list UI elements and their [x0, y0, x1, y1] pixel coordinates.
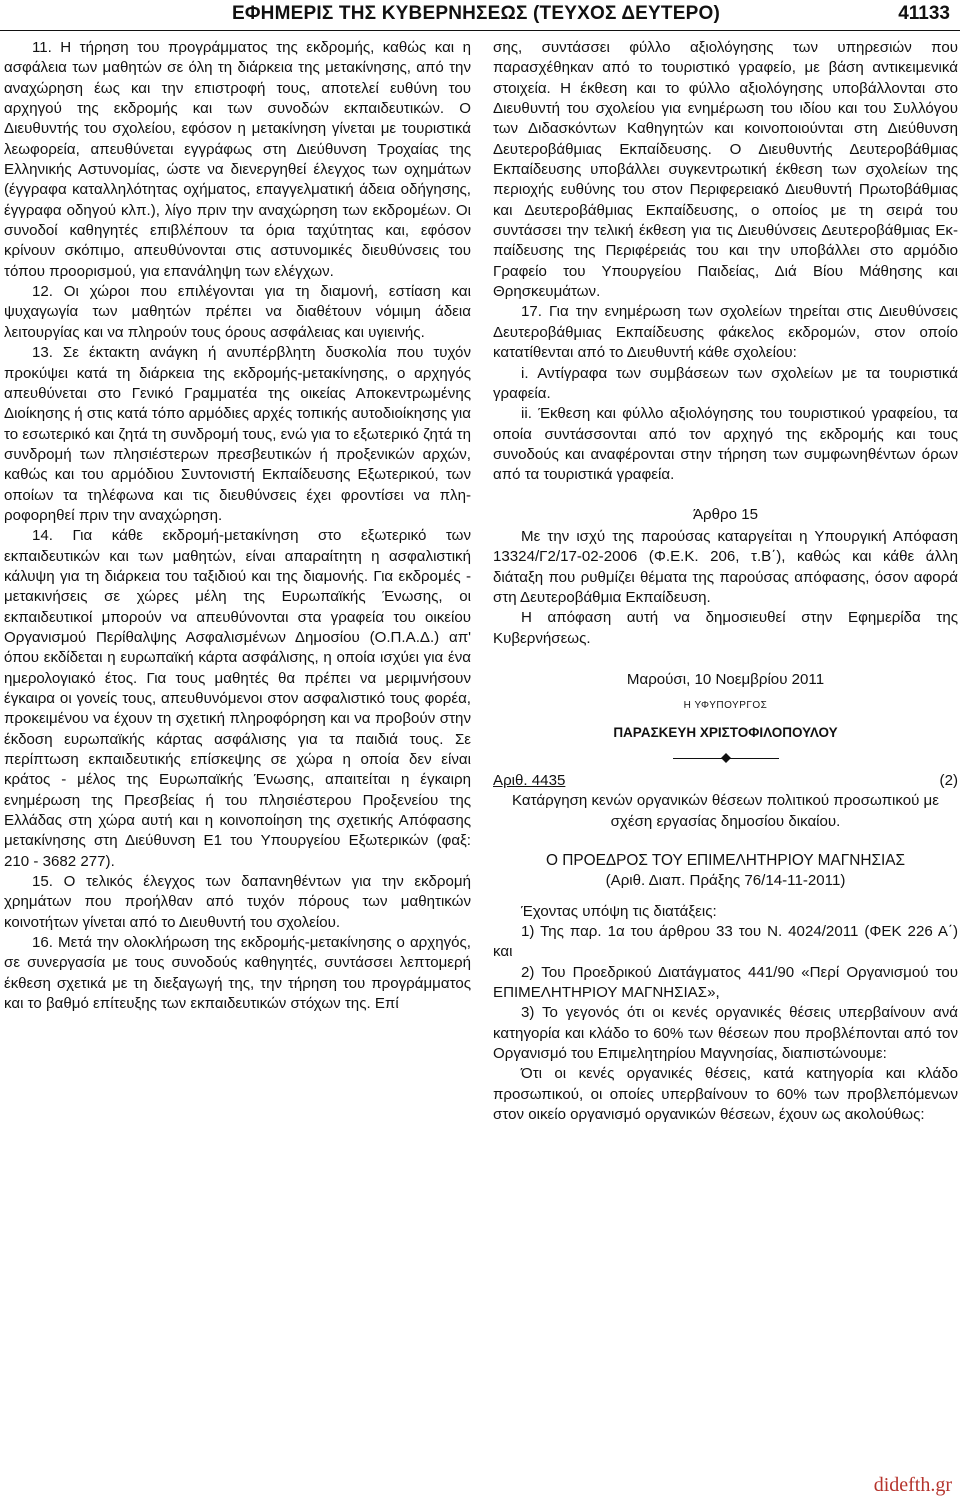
- page-header: [0, 0, 960, 34]
- paragraph-14: 14. Για κάθε εκδρομή-μετακίνηση στο εξωτερικό των εκπαιδευτικών και των μαθητών, είναι απαραίτητη η ασφαλιστική κάλυψη για τη διάρκεια του ταξιδιού και της διαμονής. Για εκδρομές - μετακινήσεις σε χώρες μέλη της Ευρωπαϊκής Ένωσης, οι εκπαιδευτικοί μπορούν να απευθύνονται στα γραφεία του οικείου Οργανισμού Περίθαλψης Ασφαλισμένων Δημοσίου (Ο.Π.Α.Δ.) απ' όπου εκδίδεται η ευρωπαϊκή κάρτα ασφάλισης, η οποία ισχύει για ένα ημερολογιακό έτος. Για τους μαθητές θα πρέπει να μεριμνήσουν έγκαιρα οι γονείς τους, απευθυνόμενοι στον ασφαλιστικό τους φορέα, προκειμένου να έχουν τη σχετική πληροφόρηση και να προβούν στην έκδοση ευρωπαϊκής κάρτας ασφάλισης για τα παιδιά τους. Σε περίπτωση εκπαιδευτικής επίσκεψης σε χώρα η οποία δεν είναι κράτος - μέλος της Ευρωπαϊκής Ένωσης, απαιτείται η έγκαιρη ενημέρωση της Πρεσβείας ή του πλησιέστερου Προξενείου της Ελλάδας στη χώρα αυτή και η κοινοποίηση της σχετικής Απόφασης μετακίνησης στη Διεύθυνση Ε1 του Υπουργείου Εξωτερικών (φαξ: 210 - 3682 277).: [4, 527, 471, 870]
- finding-paragraph: Ότι οι κενές οργανικές θέσεις, κατά κατηγορία και κλάδο προσωπικού, οι οποίες υπερβαίνουν το 60% των προβλεπόμενων στον οικείο οργανισμό οργανικών θέσεων, έχουν ως ακολούθως:: [493, 1065, 958, 1124]
- decision-header: [493, 771, 958, 791]
- header-rule: [0, 30, 960, 31]
- paragraph-17-item-ii: ii. Έκθεση και φύλλο αξιολόγησης του τουριστικού γραφείου, τα οποία συντάσσονται από τον αρχηγό της εκδρομής και τους συνοδούς και αναφέρονται στην τήρηση των συμφωνηθέντων όρων από τα τουριστικά γραφεία.: [493, 405, 958, 484]
- paragraph-15: 15. Ο τελικός έλεγχος των δαπανηθέντων για την εκδρομή χρημάτων που προήλθαν από τυχόν πόρους των μαθητικών κοινοτήτων γίνεται από το Διευθυντή του σχολείου.: [4, 873, 471, 931]
- paragraph-17: 17. Για την ενημέρωση των σχολείων τηρείται στις Διευθύνσεις Δευτεροβάθμιας Εκπαίδευσης φάκελος εκδρομών, στον οποίο κατατίθενται από το Διευθυντή κάθε σχολείου:: [493, 303, 958, 362]
- left-column: [4, 38, 471, 1015]
- place-date: Μαρούσι, 10 Νοεμβρίου 2011: [626, 670, 825, 688]
- decision-subject: Κατάργηση κενών οργανικών θέσεων πολιτικού προσωπικού με σχέση εργασίας δημοσίου δικαίου.: [511, 792, 939, 830]
- consideration-1: 1) Της παρ. 1α του άρθρου 33 του Ν. 4024/2011 (ΦΕΚ 226 Α΄) και: [493, 923, 958, 961]
- article-paragraph-1: Με την ισχύ της παρούσας καταργείται η Υπουργική Απόφαση 13324/Γ2/17-02-2006 (Φ.Ε.Κ. 206, τ.Β΄), καθώς και κάθε άλλη διάταξη που ρυθμίζει θέματα της παρούσας απόφασης, όσον αφορά στη Δευτεροβάθμια Εκπαίδευση.: [493, 527, 958, 606]
- paragraph-11: 11. Η τήρηση του προγράμματος της εκδρομής, καθώς και η ασφάλεια των μαθητών σε όλη τη διάρκεια της μετακίνησης, από την αναχώρηση έως και την επιστροφή τους, αποτελεί ευθύνη του αρχηγού της εκδρομής και των συνοδών εκπαιδευτικών. Ο Διευθυντής του σχολείου, εφόσον η μετακίνηση γίνεται με τουριστικά λεωφορεία, απευθύνεται εγγράφως στη Διεύθυνση Τροχαίας της Ελληνικής Αστυνομίας, ώστε να διενεργηθεί έλεγχος των οχημάτων (έγγραφα καταλληλότητας οχήματος, επαγγελματική άδεια οδήγησης, έγγραφα οδηγού κλπ.), λίγο πριν την αναχώρηση των εκδρομέων. Οι συνοδοί καθηγητές επιβλέπουν τα όρια ταχύτητας και, εφόσον κρίνουν σκόπιμο, απευθύνονται στις αστυνομικές διευθύνσεις του τόπου προορισμού, για επανάληψη των ελέγχων.: [4, 39, 471, 280]
- decision-number: Αριθ. 4435: [493, 772, 566, 789]
- paragraph-16: 16. Μετά την ολοκλήρωση της εκδρομής-μετακίνησης ο αρχηγός, σε συνεργασία με τους συνοδούς καθηγητές, συντάσσει λεπτομερή έκθεση σχετικά με τη διεξαγωγή της, την τήρηση του προγράμματος και το βαθμό επίτευξης των εκπαιδευτικών στόχων της. Επί: [4, 934, 471, 1013]
- article-heading: Άρθρο 15: [692, 505, 759, 523]
- diamond-icon: [721, 753, 731, 763]
- authority-line-1: Ο ΠΡΟΕΔΡΟΣ ΤΟΥ ΕΠΙΜΕΛΗΤΗΡΙΟΥ ΜΑΓΝΗΣΙΑΣ: [545, 852, 906, 870]
- section-divider: [673, 753, 779, 763]
- article-paragraph-2: Η απόφαση αυτή να δημοσιευθεί στην Εφημερίδα της Κυβερνήσεως.: [493, 609, 958, 647]
- minister-title: Η ΥΦΥΠΟΥΡΓΟΣ: [683, 700, 768, 712]
- paragraph-16-continuation: σης, συντάσσει φύλλο αξιολόγησης των υπηρεσιών που παρασχέθηκαν από το τουριστικό γραφείο, με βάση αντικειμενικά στοιχεία. Η έκθεση και το φύλλο αξιολόγησης υποβάλλονται στο Διευθυντή του σχολείου για ενημέρωση του ιδίου και του Συλλόγου των Διδασκόντων Καθηγητών και κοινοποιούνται στη Διεύθυνση Δευτεροβάθμιας Εκπαίδευσης. Ο Διευθυντής Δευτεροβάθμιας Εκπαίδευσης υποβάλλει συγκεντρωτική έκθεση των σχολείων της περιοχής ευθύνης του στον Περιφερειακό Διευθυντή Πρωτοβάθμιας και Δευτεροβάθμιας Εκπαίδευσης, ο οποίος με τη σειρά του συντάσσει την τελική έκθεση για τις Διευθύνσεις Δευτεροβάθμιας Εκπαίδευσης της Περιφέρειάς του και την υποβάλλει στο αρμόδιο Γραφείο του Υπουργείου Παιδείας, Διά Βίου Μάθησης και Θρησκευμάτων.: [493, 39, 958, 301]
- right-column: [493, 38, 958, 1126]
- gazette-title: ΕΦΗΜΕΡΙΣ ΤΗΣ ΚΥΒΕΡΝΗΣΕΩΣ (ΤΕΥΧΟΣ ΔΕΥΤΕΡΟ): [232, 3, 720, 24]
- decision-index: (2): [939, 772, 958, 789]
- minister-name: ΠΑΡΑΣΚΕΥΗ ΧΡΙΣΤΟΦΙΛΟΠΟΥΛΟΥ: [613, 724, 838, 740]
- authority-line-2: (Αριθ. Διαπ. Πράξης 76/14-11-2011): [605, 872, 846, 890]
- consideration-3: 3) Το γεγονός ότι οι κενές οργανικές θέσεις υπερβαίνουν ανά κατηγορία και κλάδο το 60% των θέσεων που προβλέπονται από τον Οργανισμό του Επιμελητηρίου Μαγνησίας, διαπιστώνουμε:: [493, 1004, 958, 1063]
- consideration-2: 2) Του Προεδρικού Διατάγματος 441/90 «Περί Οργανισμού του ΕΠΙΜΕΛΗΤΗΡΙΟΥ ΜΑΓΝΗΣΙΑΣ»,: [493, 963, 958, 1002]
- considering-intro: Έχοντας υπόψη τις διατάξεις:: [521, 902, 717, 920]
- site-watermark: didefth.gr: [873, 1474, 952, 1496]
- paragraph-17-item-i: i. Αντίγραφα των συμβάσεων των σχολείων με τα τουριστικά γραφεία.: [493, 364, 958, 402]
- paragraph-13: 13. Σε έκτακτη ανάγκη ή ανυπέρβλητη δυσκολία που τυχόν προκύψει κατά τη διάρκεια της εκδρομής-μετακίνησης, ο αρχηγός απευθύνεται στο Γενικό Γραμματέα της οικείας Αποκεντρωμένης Διοίκησης ή στις κατά τόπο αρμόδιες αρχές τοπικής αυτοδιοίκησης για το εσωτερικό και ζητά τη συνδρομή τους, ενώ για το εξωτερικό ζητά τη συνδρομή των πλησιέστερων πρεσβευτικών ή προξενικών αρχών, καθώς και του αρμόδιου Συντονιστή Εκπαίδευσης Εξωτερικού, των οποίων τα τηλέφωνα και τις διευθύνσεις έχει φροντίσει να πληροφορηθεί πριν την αναχώρηση.: [4, 344, 471, 524]
- paragraph-12: 12. Οι χώροι που επιλέγονται για τη διαμονή, εστίαση και ψυχαγωγία των μαθητών πρέπει να διαθέτουν νόμιμη άδεια λειτουργίας και να πληρούν τους όρους ασφάλειας και υγιεινής.: [4, 283, 471, 341]
- page-number: 41133: [898, 3, 950, 24]
